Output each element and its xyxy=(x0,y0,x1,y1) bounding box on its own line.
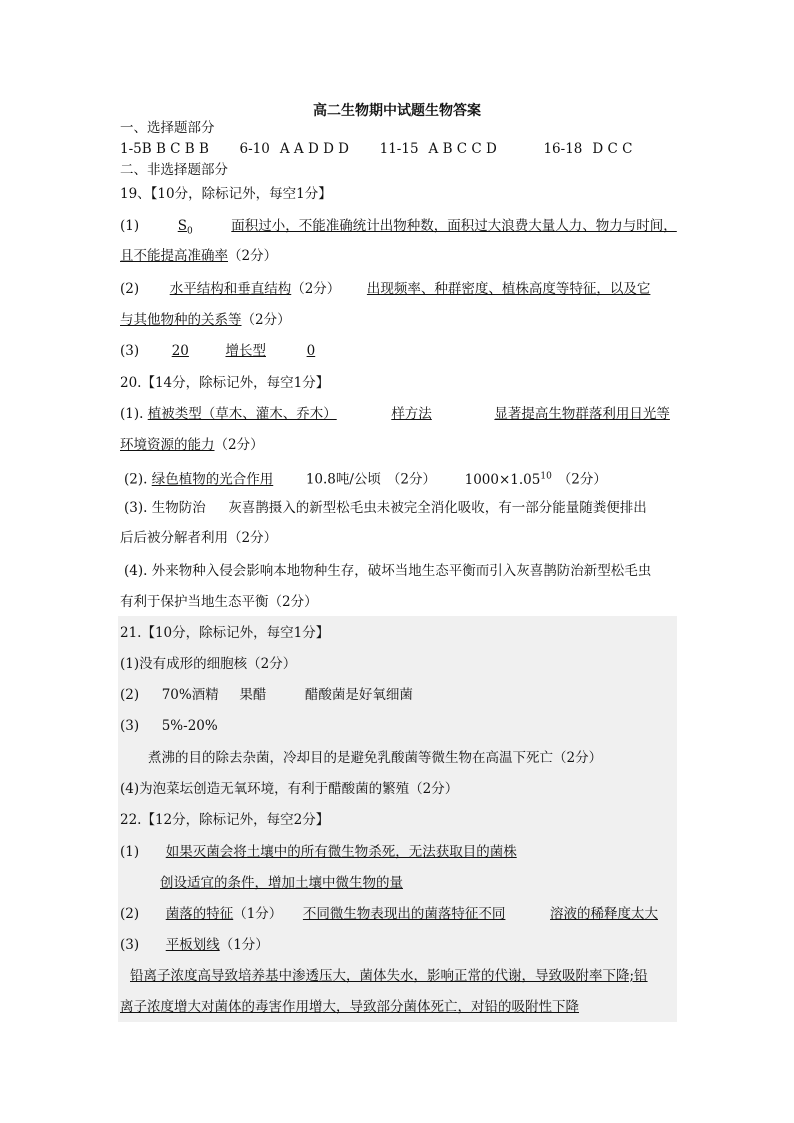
q20-part1-score: （2分） xyxy=(214,437,264,453)
q20-part2-answer-c: $1000\times 1.05^{10}$ xyxy=(464,471,552,488)
q22-part2-answer-b: 不同微生物表现出的菌落特征不同 xyxy=(302,906,506,922)
q19-part1 xyxy=(120,216,677,242)
section-choice-heading: 一、选择题部分 xyxy=(120,120,215,136)
q20-header: 20.【14分，除标记外，每空1分】 xyxy=(120,375,330,391)
q22-part2-score-a: （1分） xyxy=(233,906,283,922)
choice-group-3-label: 11-15 xyxy=(379,141,419,157)
q21-part3-answer-a: 5%-20% xyxy=(161,718,218,734)
q19-part1-answer-b-cont: 且不能提高准确率 xyxy=(120,248,228,264)
q21-part3-answer-b: 煮沸的目的除去杂菌，冷却目的是避免乳酸菌等微生物在高温下死亡（2分） xyxy=(148,750,603,766)
q21-part1: (1)没有成形的细胞核（2分） xyxy=(120,656,297,672)
q19-part2-score-b: （2分） xyxy=(241,312,291,328)
q20-part1-answer-c: 显著提高生物群落利用日光等 xyxy=(494,406,670,422)
choice-group-4-answers: D C C xyxy=(592,141,633,157)
q22-part3-score-a: （1分） xyxy=(219,937,269,953)
q19-part1-score: （2分） xyxy=(228,248,278,264)
q19-part3-number: (3) xyxy=(120,343,140,359)
q20-part4-number: (4). xyxy=(124,563,148,579)
q22-part3-answer-a: 平板划线 xyxy=(165,937,220,953)
q22-part2-answer-a: 菌落的特征 xyxy=(165,906,234,922)
choice-group-4-label: 16-18 xyxy=(543,141,583,157)
q22-part2-number: (2) xyxy=(120,906,140,922)
q20-part3-answer-a: 生物防治 xyxy=(151,500,206,516)
choice-group-3-answers: A B C C D xyxy=(428,141,497,157)
q19-part3-answer-c: 0 xyxy=(306,343,316,359)
q21-part2 xyxy=(120,685,413,705)
q20-part1-answer-b: 样方法 xyxy=(391,406,432,422)
q22-part1 xyxy=(120,842,517,862)
q22-part1-answer-b: 创设适宜的条件，增加土壤中微生物的量 xyxy=(160,875,403,891)
q20-part2 xyxy=(124,466,607,490)
q19-part1-answer-b: 面积过小，不能准确统计出物种数，面积过大浪费大量人力、物力与时间， xyxy=(231,218,677,234)
q19-part2-answer-b: 出现频率、种群密度、植株高度等特征，以及它 xyxy=(366,281,651,297)
q20-part1-answer-a: 植被类型（草木、灌木、乔木） xyxy=(147,406,337,422)
q20-part2-answer-b: 10.8吨/公顷 xyxy=(305,471,381,488)
q20-part2-score-b: （2分） xyxy=(386,471,437,488)
q22-part3 xyxy=(120,935,269,955)
q21-header: 21.【10分，除标记外，每空1分】 xyxy=(120,625,330,641)
q20-part4-answer: 外来物种入侵会影响本地物种生存，破坏当地生态平衡而引入灰喜鹊防治新型松毛虫 xyxy=(151,563,652,579)
q20-part1 xyxy=(120,404,670,424)
q19-part2-cont xyxy=(120,310,291,330)
q20-part4-cont: 有利于保护当地生态平衡（2分） xyxy=(120,594,318,610)
page-title: 高二生物期中试题生物答案 xyxy=(313,103,481,119)
q19-part2 xyxy=(120,279,650,299)
section-nonchoice-heading: 二、非选择题部分 xyxy=(120,162,228,178)
q21-part2-answer-a: 70%酒精 xyxy=(161,687,219,703)
q19-part2-number: (2) xyxy=(120,281,140,297)
q22-part2 xyxy=(120,904,658,924)
q20-part3-number: (3). xyxy=(124,500,148,516)
q21-part2-answer-c: 醋酸菌是好氧细菌 xyxy=(304,687,413,703)
q20-part3 xyxy=(124,498,647,518)
q19-part2-answer-a: 水平结构和垂直结构 xyxy=(169,281,292,297)
choice-answers-row xyxy=(120,139,632,159)
q20-part2-answer-a: 绿色植物的光合作用 xyxy=(151,471,274,488)
choice-group-1-label: 1-5 xyxy=(120,141,142,157)
q22-part3-answer-b: 铅离子浓度高导致培养基中渗透压大，菌体失水，影响正常的代谢，导致吸附率下降;铅 xyxy=(130,968,648,984)
q21-part3-number: (3) xyxy=(120,718,140,734)
q20-part1-cont xyxy=(120,435,264,455)
q21-part2-answer-b: 果醋 xyxy=(239,687,267,703)
q19-part3-answer-a: 20 xyxy=(171,343,189,359)
q22-part3-answer-b-cont: 离子浓度增大对菌体的毒害作用增大，导致部分菌体死亡，对铅的吸附性下降 xyxy=(120,999,579,1015)
q20-part1-number: (1). xyxy=(120,406,144,422)
q19-part3 xyxy=(120,341,319,361)
q20-part1-answer-c-cont: 环境资源的能力 xyxy=(120,437,215,453)
q21-part3 xyxy=(120,716,218,736)
q19-part2-score-a: （2分） xyxy=(291,281,341,297)
choice-group-2-label: 6-10 xyxy=(239,141,270,157)
q20-part2-number: (2). xyxy=(124,471,148,488)
q20-part4 xyxy=(124,561,651,581)
q22-part2-answer-c: 溶液的稀释度太大 xyxy=(550,906,658,922)
q22-part3-number: (3) xyxy=(120,937,140,953)
q21-part4: (4)为泡菜坛创造无氧环境，有利于醋酸菌的繁殖（2分） xyxy=(120,781,459,797)
q21-part2-number: (2) xyxy=(120,687,140,703)
q19-part1-cont xyxy=(120,246,277,266)
q19-header: 19、【10分，除标记外，每空1分】 xyxy=(120,186,332,202)
q20-part3-cont: 后后被分解者利用（2分） xyxy=(120,530,278,546)
q22-part1-answer-a: 如果灭菌会将土壤中的所有微生物杀死，无法获取目的菌株 xyxy=(165,844,517,860)
q20-part3-answer-b: 灰喜鹊摄入的新型松毛虫未被完全消化吸收，有一部分能量随粪便排出 xyxy=(228,500,647,516)
q19-part3-answer-b: 增长型 xyxy=(225,343,266,359)
choice-group-2-answers: A A D D D xyxy=(279,141,350,157)
q20-part2-score-c: （2分） xyxy=(557,471,607,488)
q22-part1-number: (1) xyxy=(120,844,140,860)
choice-group-1-answers: B B C B B xyxy=(141,141,209,157)
q22-header: 22.【12分，除标记外，每空2分】 xyxy=(120,812,330,828)
q19-part1-number: (1) xyxy=(120,218,140,234)
q19-part1-answer-a: $S_0$ xyxy=(177,218,193,237)
q19-part2-answer-b-cont: 与其他物种的关系等 xyxy=(120,312,242,328)
